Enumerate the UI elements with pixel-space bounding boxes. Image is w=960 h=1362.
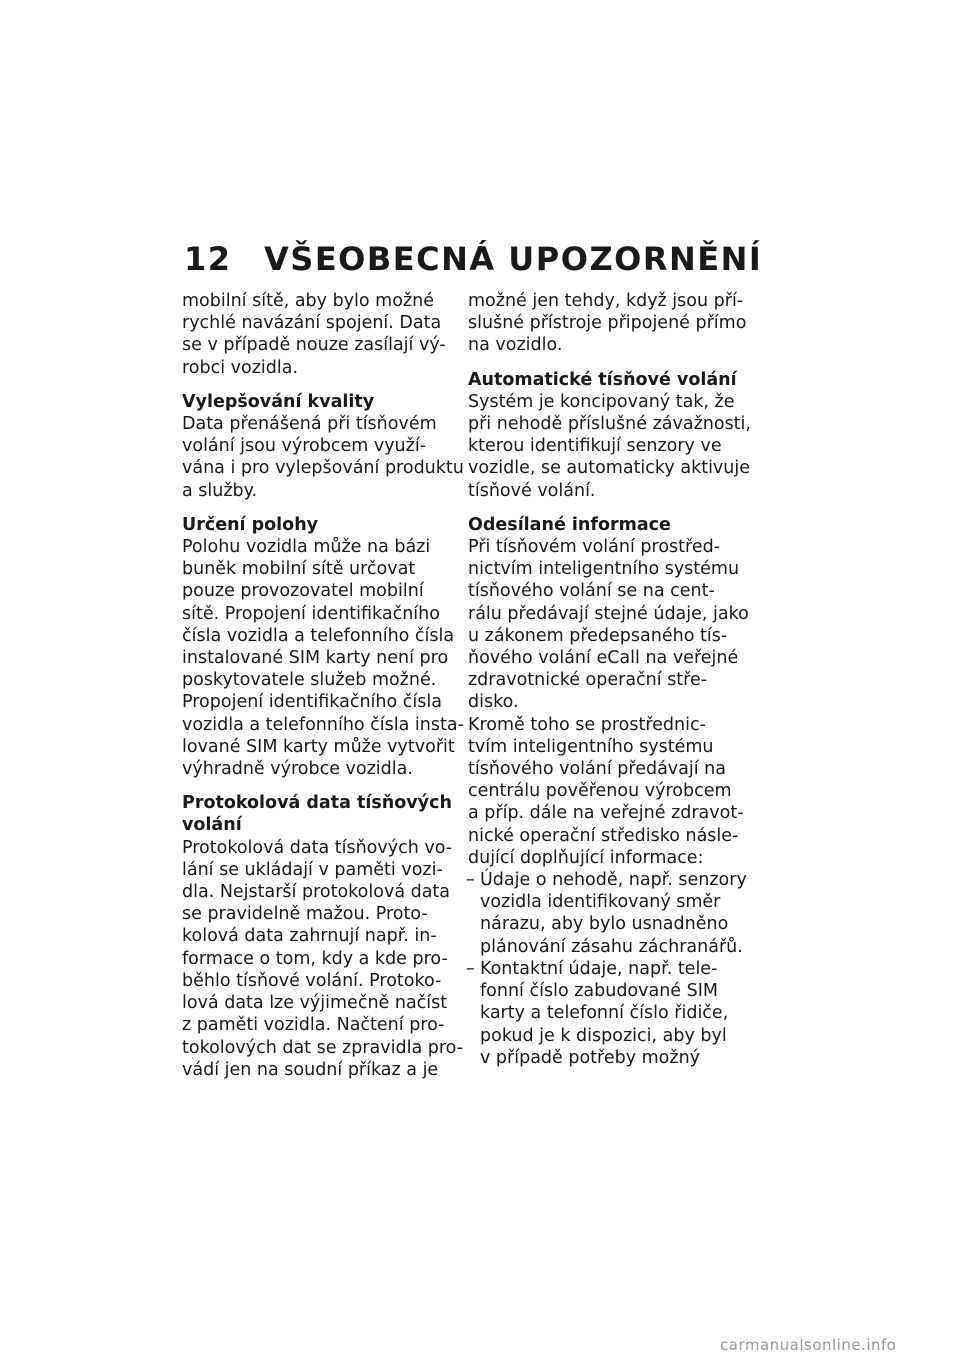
right-column — [466, 290, 751, 1069]
text-line: lání se ukládají v paměti vozi- — [182, 859, 443, 880]
section-heading: volání — [182, 815, 242, 836]
text-line: dující doplňující informace: — [468, 847, 704, 868]
text-line: Při tísňovém volání prostřed- — [468, 537, 721, 558]
text-line: kolová data zahrnují např. in- — [182, 926, 437, 947]
text-line: slušné přístroje připojené přímo — [468, 313, 747, 334]
text-line: disko. — [468, 692, 519, 713]
section-heading: Automatické tísňové volání — [468, 369, 737, 390]
text-line: a služby. — [182, 480, 258, 501]
text-line: robci vozidla. — [182, 357, 299, 378]
text-line: na vozidlo. — [468, 335, 563, 356]
text-line: u zákonem předepsaného tís- — [468, 625, 728, 646]
list-item — [468, 958, 740, 1069]
text-line: instalované SIM karty není pro — [182, 648, 449, 669]
text-line: nictvím inteligentního systému — [468, 559, 740, 580]
section-heading: Určení polohy — [182, 514, 319, 535]
text-line: vozidla a telefonního čísla insta- — [182, 714, 464, 735]
text-line: fonní číslo zabudované SIM — [480, 981, 719, 1002]
text-line: poskytovatele služeb možné. — [182, 670, 437, 691]
text-line: pokud je k dispozici, aby byl — [480, 1025, 727, 1046]
quality-section — [182, 391, 464, 502]
text-line: tokolových dat se zpravidla pro- — [182, 1037, 463, 1058]
text-line: a příp. dále na veřejné zdravot- — [468, 803, 744, 824]
text-line: tísňové volání. — [468, 480, 596, 501]
text-line: tísňového volání se na cent- — [468, 581, 715, 602]
list-item — [466, 869, 747, 958]
text-line: lované SIM karty může vytvořit — [182, 736, 455, 757]
text-line: vádí jen na soudní příkaz a je — [182, 1059, 439, 1080]
text-line: vozidla identifikovaný směr — [480, 892, 721, 913]
text-line: karty a telefonní číslo řidiče, — [480, 1003, 729, 1024]
page-number: 12 — [184, 240, 232, 278]
section-heading: Odesílané informace — [468, 514, 671, 535]
dash-bullet: – — [466, 958, 475, 979]
left-intro-paragraph — [182, 290, 454, 379]
text-line: běhlo tísňové volání. Protoko- — [182, 970, 442, 991]
text-line: Protokolová data tísňových vo- — [182, 837, 453, 858]
text-line: Data přenášená při tísňovém — [182, 414, 437, 435]
text-line: vána i pro vylepšování produktu — [182, 458, 464, 479]
section-heading: Protokolová data tísňových — [182, 793, 452, 814]
text-line: Systém je koncipovaný tak, že — [468, 391, 735, 412]
text-line: kterou identifikují senzory ve — [468, 436, 722, 457]
sent-info-section — [466, 514, 749, 1069]
text-line: v případě potřeby možný — [480, 1047, 701, 1068]
text-line: rychlé navázání spojení. Data — [182, 313, 442, 334]
text-line: se pravidelně mažou. Proto- — [182, 904, 428, 925]
text-line: čísla vozidla a telefonního čísla — [182, 625, 455, 646]
text-line: lová data lze výjimečně načíst — [182, 993, 448, 1014]
text-line: formace o tom, kdy a kde pro- — [182, 948, 448, 969]
text-line: nárazu, aby bylo usnadněno — [480, 914, 729, 935]
text-line: dla. Nejstarší protokolová data — [182, 882, 451, 903]
location-section — [182, 514, 464, 780]
text-line: Propojení identifikačního čísla — [182, 692, 442, 713]
text-line: tvím inteligentního systému — [468, 736, 714, 757]
watermark: carmanualsonline.info — [720, 1336, 897, 1354]
chapter-title: VŠEOBECNÁ UPOZORNĚNÍ — [264, 240, 763, 278]
text-line: se v případě nouze zasílají vý- — [182, 335, 446, 356]
text-line: při nehodě příslušné závažnosti, — [468, 414, 751, 435]
text-line: výhradně výrobce vozidla. — [182, 759, 413, 780]
automatic-call-section — [468, 369, 751, 502]
text-line: plánování zásahu záchranářů. — [480, 936, 743, 957]
text-line: Údaje o nehodě, např. senzory — [480, 870, 747, 891]
protocol-data-section — [182, 792, 463, 1081]
right-intro-paragraph — [468, 290, 747, 357]
text-line: zdravotnické operační stře- — [468, 670, 708, 691]
text-line: Polohu vozidla může na bázi — [182, 537, 431, 558]
text-line: mobilní sítě, aby bylo možné — [182, 291, 434, 311]
dash-bullet: – — [466, 870, 475, 891]
text-line: buněk mobilní sítě určovat — [182, 559, 416, 580]
text-line: Kontaktní údaje, např. tele- — [480, 958, 718, 979]
text-line: vozidle, se automaticky aktivuje — [468, 458, 751, 479]
text-line: tísňového volání předávají na — [468, 759, 726, 780]
text-line: ňového volání eCall na veřejné — [468, 648, 739, 669]
text-line: nické operační středisko násle- — [468, 825, 739, 846]
text-line: možné jen tehdy, když jsou pří- — [468, 291, 744, 311]
text-line: centrálu pověřenou výrobcem — [468, 781, 732, 802]
text-line: rálu předávají stejné údaje, jako — [468, 603, 749, 624]
left-column — [182, 290, 464, 1093]
text-line: z paměti vozidla. Načtení pro- — [182, 1015, 445, 1036]
info-list — [466, 869, 747, 1069]
section-heading: Vylepšování kvality — [182, 391, 375, 412]
text-line: sítě. Propojení identifikačního — [182, 603, 440, 624]
page-header — [184, 240, 762, 278]
text-line: Kromě toho se prostřednic- — [468, 714, 706, 735]
text-line: pouze provozovatel mobilní — [182, 581, 424, 602]
text-line: volání jsou výrobcem využí- — [182, 436, 427, 457]
